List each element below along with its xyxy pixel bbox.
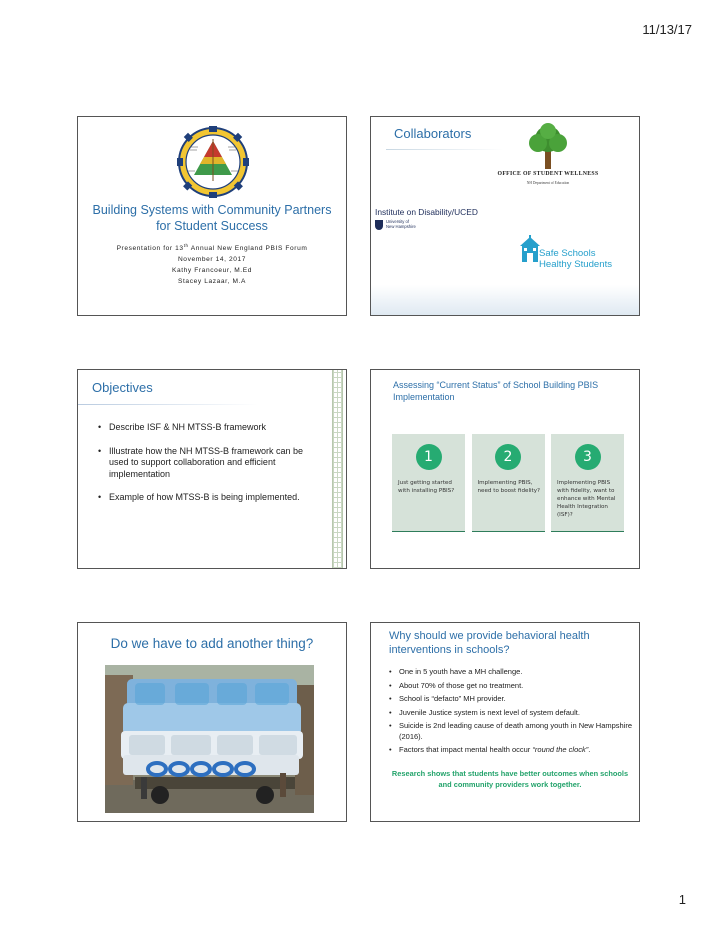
status-column-2 <box>472 434 545 532</box>
office-student-wellness-logo <box>489 123 607 201</box>
osw-dept: NH Department of Education <box>526 181 570 185</box>
list-item: • Illustrate how the NH MTSS-B framework can be used to support collaboration and efficient implementation <box>98 446 318 481</box>
presenter-2: Stacey Lazaar, M.A <box>178 278 246 286</box>
iod-name: Institute on Disability/UCED <box>375 207 478 217</box>
slide-3-heading: Objectives <box>92 380 153 395</box>
unh-shield-icon <box>375 220 383 230</box>
slide-1-title <box>77 116 347 316</box>
header-date: 11/13/17 <box>642 22 692 37</box>
schoolhouse-icon <box>519 235 541 265</box>
mtss-pyramid-logo <box>176 125 250 199</box>
institute-on-disability-logo <box>375 207 515 247</box>
slide-5-another-thing <box>77 622 347 822</box>
title-divider <box>78 404 258 405</box>
slide-2-heading: Collaborators <box>394 126 472 141</box>
slide-footer-gradient <box>371 285 639 315</box>
slide-6-heading: Why should we provide behavioral health interventions in schools? <box>389 630 590 656</box>
list-item: • About 70% of those get no treatment. <box>389 681 634 692</box>
slide-1-subtitle <box>88 240 336 287</box>
slide-3-objectives <box>77 369 347 569</box>
page-number: 1 <box>678 892 686 907</box>
status-column-3 <box>551 434 624 532</box>
slide-4-assessing-status <box>370 369 640 569</box>
unh-name: University of New Hampshire <box>386 219 416 229</box>
title-divider <box>386 149 504 150</box>
slide-5-heading: Do we have to add another thing? <box>110 636 314 651</box>
research-conclusion: Research shows that students have better outcomes when schools and community providers work together. <box>391 769 629 789</box>
presentation-date: November 14, 2017 <box>177 256 247 264</box>
decorative-grid-strip <box>332 370 343 568</box>
list-item: • School is “defacto” MH provider. <box>389 694 634 705</box>
objectives-list <box>98 422 318 516</box>
slide-6-why-behavioral-health <box>370 622 640 822</box>
step-number-circle: 2 <box>495 444 521 470</box>
list-item: • Describe ISF & NH MTSS-B framework <box>98 422 318 434</box>
list-item: • Juvenile Justice system is next level of system default. <box>389 708 634 719</box>
status-columns <box>392 434 624 532</box>
sshs-name: Safe Schools Healthy Students <box>539 248 613 270</box>
slide-4-heading: Assessing “Current Status” of School Building PBIS Implementation <box>393 380 599 402</box>
slide-2-collaborators <box>370 116 640 316</box>
osw-name: OFFICE OF STUDENT WELLNESS <box>497 171 599 177</box>
step-description: Just getting started with installing PBIS? <box>398 480 455 494</box>
step-number-circle: 3 <box>575 444 601 470</box>
presentation-line: Presentation for 13th Annual New England PBIS Forum <box>116 243 308 253</box>
list-item: • Suicide is 2nd leading cause of death among youth in New Hampshire (2016). <box>389 721 634 742</box>
slide-1-heading: Building Systems with Community Partners for Student Success <box>92 203 332 233</box>
step-description: Implementing PBIS with fidelity, want to enhance with Mental Health Integration (ISF)? <box>557 480 616 518</box>
safe-schools-healthy-students-logo <box>519 235 619 279</box>
presenter-1: Kathy Francoeur, M.Ed <box>171 267 253 275</box>
status-column-1 <box>392 434 465 532</box>
step-number-circle: 1 <box>416 444 442 470</box>
list-item: • Example of how MTSS-B is being implemented. <box>98 492 318 504</box>
reasons-list <box>389 667 634 759</box>
list-item: • One in 5 youth have a MH challenge. <box>389 667 634 678</box>
step-description: Implementing PBIS, need to boost fidelity? <box>477 480 541 494</box>
list-item: • Factors that impact mental health occur “round the clock”. <box>389 745 634 756</box>
overloaded-truck-image <box>105 665 314 813</box>
